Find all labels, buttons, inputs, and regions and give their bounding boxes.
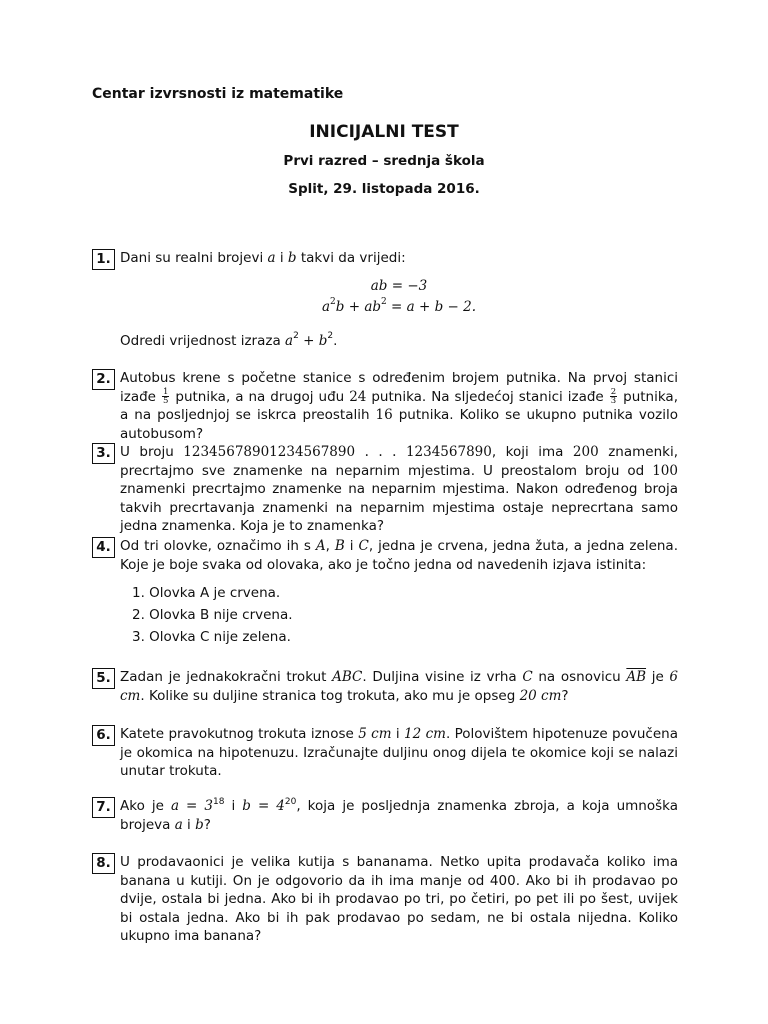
problem-5 — [92, 668, 678, 705]
list-item: 3. Olovka C nije zelena. — [132, 629, 291, 645]
statement-list — [132, 582, 678, 648]
problem-text: U prodavaonici je velika kutija s bananama. Netko upita prodavača koliko ima banana u kutiji. On je odgovorio da ih ima manje od 400. Ako bi ih prodavao po dvije, ostala bi jedna. Ako bi ih prodavao po tri, po četiri, po pet ili po šest, uvijek bi ostala jedna. Ako bi ih pak prodavao po sedam, ne bi ostala nijedna. Koliko ukupno ima banana? — [120, 854, 678, 944]
problem-number: 7. — [92, 797, 115, 818]
problem-number: 3. — [92, 443, 115, 464]
problem-6 — [92, 725, 678, 781]
list-item: 1. Olovka A je crvena. — [132, 585, 281, 601]
problem-number: 6. — [92, 725, 115, 746]
problem-text: Katete pravokutnog trokuta iznose 5 cm i 12 cm. Polovištem hipotenuze povučena je okomica na hipotenuzu. Izračunajte duljinu onog dijela te okomice koji se nalazi unutar trokuta. — [120, 726, 678, 779]
problem-text: Dani su realni brojevi a i b takvi da vrijedi: ab = −3 $a^2b + ab^2 = a + b - 2$. Odredi vrijednost izraza $a^2 + b^2$. — [120, 249, 678, 350]
problem-text: U broju 12345678901234567890 . . . 1234567890, koji ima 200 znamenki, precrtajmo sve znamenke na neparnim mjestima. U preostalom broju od 100 znamenki precrtajmo znamenke na neparnim mjestima. Nakon određenog broja takvih precrtavanja znamenki na neparnim mjestima ostaje neprecrtana samo jedna znamenka. Koja je to znamenka? — [120, 444, 678, 534]
problem-1 — [92, 249, 678, 350]
test-title: INICIJALNI TEST — [309, 122, 459, 142]
problem-number: 1. — [92, 249, 115, 270]
test-dateline: Split, 29. listopada 2016. — [288, 181, 480, 197]
problem-number: 4. — [92, 537, 115, 558]
problem-2 — [92, 369, 678, 443]
problem-text: Zadan je jednakokračni trokut ABC. Duljina visine iz vrha C na osnovicu $\overline{AB}$ je 6 cm. Kolike su duljine stranica tog trokuta, ako mu je opseg 20 cm? — [120, 669, 679, 704]
problem-text: Ako je $a = 3^{18}$ i $b = 4^{20}$, koja je posljednja znamenka zbroja, a koja umnoška brojeva a i b? — [120, 796, 678, 833]
institution-name: Centar izvrsnosti iz matematike — [92, 86, 344, 102]
fraction: $\frac{1}{5}$ — [162, 387, 169, 406]
problem-7 — [92, 797, 678, 834]
problem-text: Od tri olovke, označimo ih s A, B i C, jedna je crvena, jedna žuta, a jedna zelena. Koje je boje svaka od olovaka, ako je točno jedna od navedenih izjava istinita: 1. Olovka A je crvena. 2. Olovka B nije crvena. 3. Olovka C nije zelena. — [120, 537, 678, 648]
equation-system: ab = −3 $a^2b + ab^2 = a + b - 2$. — [321, 277, 477, 315]
problem-8 — [92, 853, 678, 946]
list-item: 2. Olovka B nije crvena. — [132, 607, 293, 623]
problem-number: 8. — [92, 853, 115, 874]
problem-number: 2. — [92, 369, 115, 390]
problem-number: 5. — [92, 668, 115, 689]
test-subtitle: Prvi razred – srednja škola — [283, 153, 485, 169]
problem-text: Autobus krene s početne stanice s određenim brojem putnika. Na prvoj stanici izađe $\frac{1}{5}$ putnika, a na drugoj uđu 24 putnika. Na sljedećoj stanici izađe $\frac{2}{3}$ putnika, a na posljednjoj se iskrca preostalih 16 putnika. Koliko se ukupno putnika vozilo autobusom? — [120, 370, 678, 442]
problem-3 — [92, 443, 678, 536]
fraction: $\frac{2}{3}$ — [610, 387, 617, 406]
problem-4 — [92, 537, 678, 648]
